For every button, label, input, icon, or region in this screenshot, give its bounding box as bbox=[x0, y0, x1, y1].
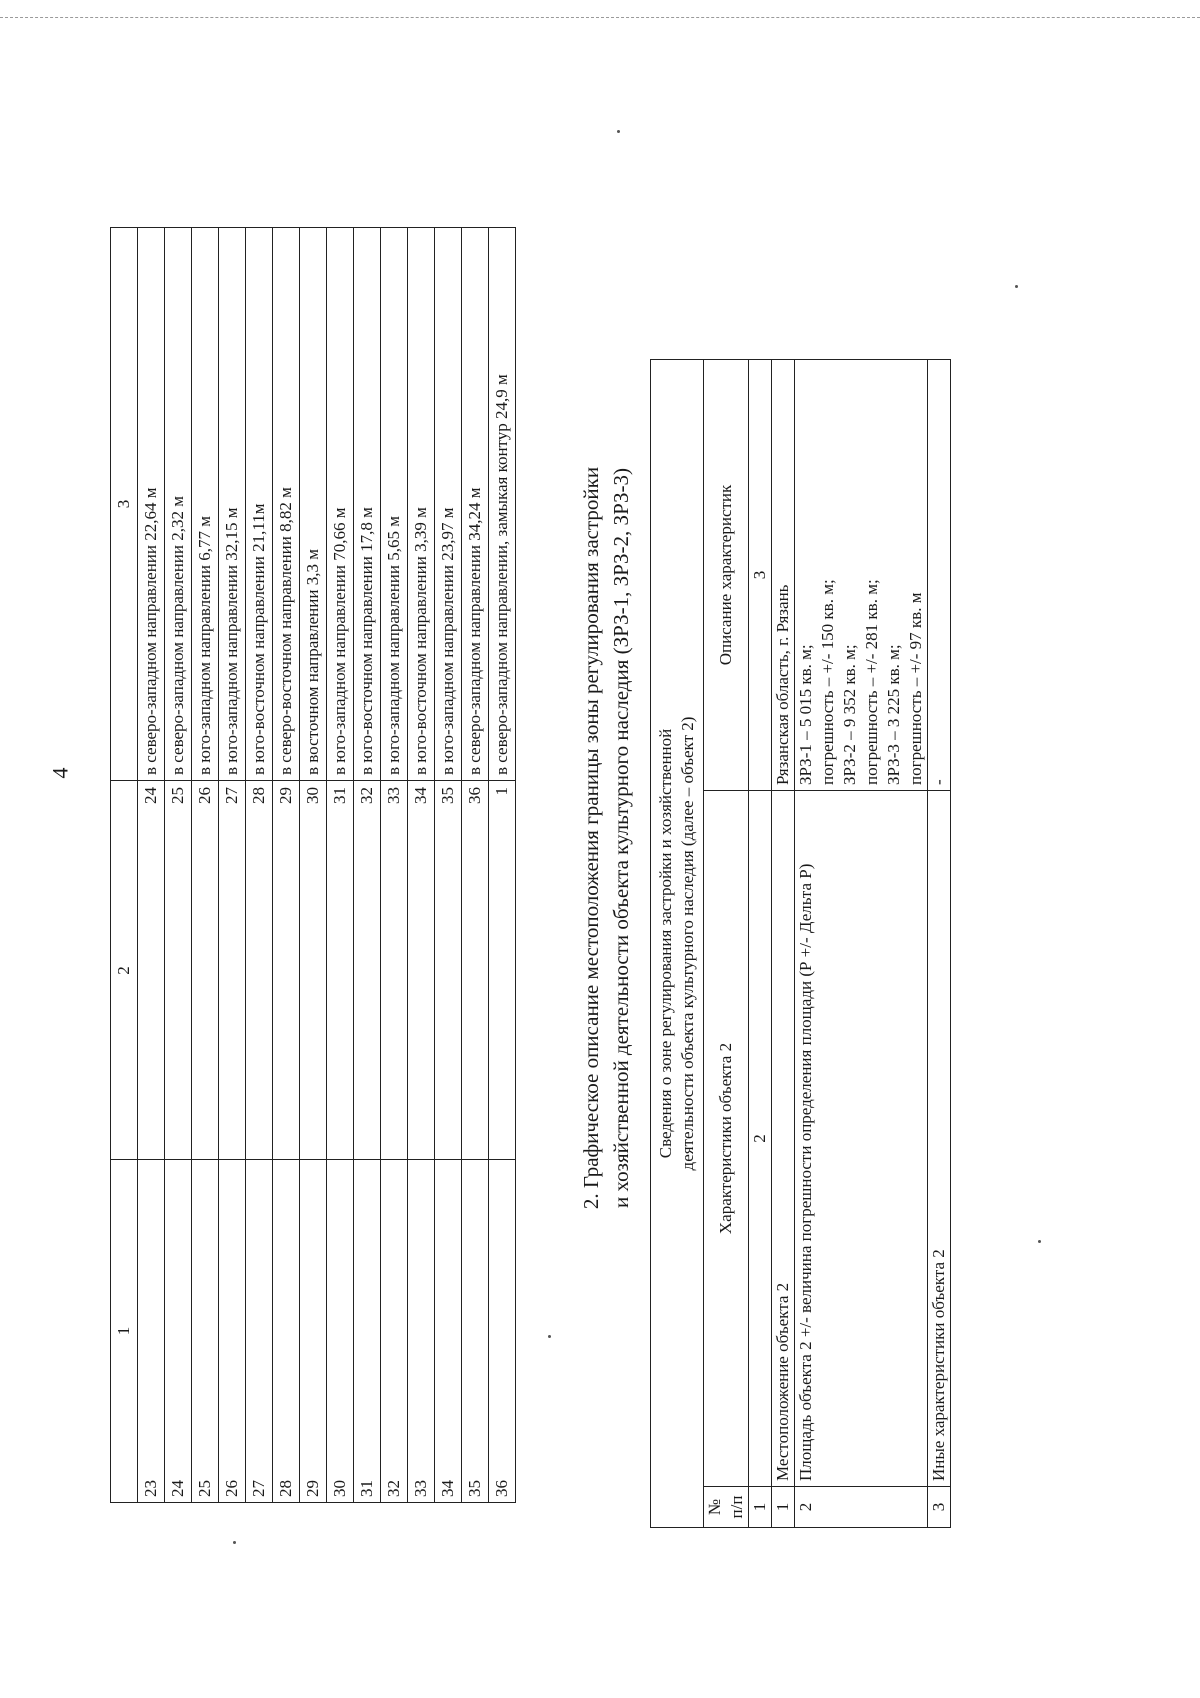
table-row bbox=[408, 228, 435, 1503]
header-cell: 3 bbox=[111, 228, 138, 781]
caption-line-1: Сведения о зоне регулирования застройки и хозяйственной bbox=[656, 728, 675, 1159]
direction-cell: в северо-западном направлении 2,32 м bbox=[165, 228, 192, 781]
table-row bbox=[354, 228, 381, 1503]
characteristics-table bbox=[650, 359, 951, 1528]
scan-speck bbox=[1015, 285, 1018, 288]
direction-cell: в юго-восточном направлении 21,11м bbox=[246, 228, 273, 781]
next-point-cell: 24 bbox=[138, 781, 165, 1160]
direction-cell: в юго-западном направлении 6,77 м bbox=[192, 228, 219, 781]
characteristic-cell: Площадь объекта 2 +/- величина погрешности определения площади (Р +/- Дельта Р) bbox=[795, 791, 928, 1487]
point-number-cell: 26 bbox=[219, 1160, 246, 1503]
direction-cell: в юго-восточном направлении 3,39 м bbox=[408, 228, 435, 781]
description-line: погрешность – +/- 281 кв. м; bbox=[862, 579, 881, 785]
scan-speck bbox=[617, 130, 620, 133]
scan-speck bbox=[1038, 1240, 1041, 1243]
table-row bbox=[795, 360, 928, 1528]
direction-cell: в юго-западном направлении 32,15 м bbox=[219, 228, 246, 781]
row-number-cell: 2 bbox=[795, 1487, 928, 1528]
description-cell bbox=[772, 360, 795, 791]
table-caption-row bbox=[651, 360, 704, 1528]
point-number-cell: 27 bbox=[246, 1160, 273, 1503]
description-line: погрешность – +/- 150 кв. м; bbox=[818, 579, 837, 785]
next-point-cell: 27 bbox=[219, 781, 246, 1160]
next-point-cell: 30 bbox=[300, 781, 327, 1160]
table-row bbox=[928, 360, 951, 1528]
next-point-cell: 1 bbox=[489, 781, 516, 1160]
table-row bbox=[300, 228, 327, 1503]
direction-cell: в юго-восточном направлении 17,8 м bbox=[354, 228, 381, 781]
table-row bbox=[138, 228, 165, 1503]
column-index-row bbox=[749, 360, 772, 1528]
next-point-cell: 25 bbox=[165, 781, 192, 1160]
description-cell bbox=[928, 360, 951, 791]
header-cell: 1 bbox=[111, 1160, 138, 1503]
table-row bbox=[273, 228, 300, 1503]
next-point-cell: 32 bbox=[354, 781, 381, 1160]
table-row bbox=[381, 228, 408, 1503]
description-line: ЗРЗ-3 – 3 225 кв. м; bbox=[884, 644, 903, 785]
point-number-cell: 31 bbox=[354, 1160, 381, 1503]
next-point-cell: 29 bbox=[273, 781, 300, 1160]
scan-speck bbox=[548, 1335, 551, 1338]
characteristic-cell: Местоположение объекта 2 bbox=[772, 791, 795, 1487]
heading-line-2: и хозяйственной деятельности объекта культурного наследия (ЗРЗ-1, ЗРЗ-2, ЗРЗ-3) bbox=[609, 467, 633, 1209]
direction-cell: в северо-западном направлении 22,64 м bbox=[138, 228, 165, 781]
direction-cell: в северо-восточном направлении 8,82 м bbox=[273, 228, 300, 781]
header-description: Описание характеристик bbox=[704, 360, 749, 791]
row-number-cell: 3 bbox=[928, 1487, 951, 1528]
table-row bbox=[192, 228, 219, 1503]
point-number-cell: 34 bbox=[435, 1160, 462, 1503]
table-row bbox=[219, 228, 246, 1503]
index-cell: 2 bbox=[749, 791, 772, 1487]
point-number-cell: 36 bbox=[489, 1160, 516, 1503]
next-point-cell: 26 bbox=[192, 781, 219, 1160]
point-number-cell: 29 bbox=[300, 1160, 327, 1503]
next-point-cell: 35 bbox=[435, 781, 462, 1160]
direction-cell: в северо-западном направлении, замыкая контур 24,9 м bbox=[489, 228, 516, 781]
page-number: 4 bbox=[47, 767, 73, 779]
table-row bbox=[165, 228, 192, 1503]
table-caption bbox=[651, 360, 704, 1528]
point-number-cell: 28 bbox=[273, 1160, 300, 1503]
next-point-cell: 33 bbox=[381, 781, 408, 1160]
point-number-cell: 25 bbox=[192, 1160, 219, 1503]
point-number-cell: 30 bbox=[327, 1160, 354, 1503]
next-point-cell: 36 bbox=[462, 781, 489, 1160]
point-number-cell: 33 bbox=[408, 1160, 435, 1503]
table-row bbox=[246, 228, 273, 1503]
scan-speck bbox=[233, 1541, 236, 1544]
description-line: - bbox=[929, 779, 948, 785]
direction-cell: в юго-западном направлении 5,65 м bbox=[381, 228, 408, 781]
index-cell: 1 bbox=[749, 1487, 772, 1528]
index-cell: 3 bbox=[749, 360, 772, 791]
caption-line-2: деятельности объекта культурного наследия (далее – объект 2) bbox=[678, 716, 697, 1171]
point-number-cell: 35 bbox=[462, 1160, 489, 1503]
characteristic-cell: Иные характеристики объекта 2 bbox=[928, 791, 951, 1487]
point-number-cell: 24 bbox=[165, 1160, 192, 1503]
table-row bbox=[327, 228, 354, 1503]
table-header-row bbox=[704, 360, 749, 1528]
header-characteristics: Характеристики объекта 2 bbox=[704, 791, 749, 1487]
section-heading bbox=[576, 388, 636, 1288]
description-line: ЗРЗ-2 – 9 352 кв. м; bbox=[840, 644, 859, 785]
description-cell bbox=[795, 360, 928, 791]
table-header-row bbox=[111, 228, 138, 1503]
direction-cell: в восточном направлении 3,3 м bbox=[300, 228, 327, 781]
direction-table bbox=[110, 227, 516, 1503]
description-line: Рязанская область, г. Рязань bbox=[773, 584, 792, 785]
header-cell: 2 bbox=[111, 781, 138, 1160]
next-point-cell: 31 bbox=[327, 781, 354, 1160]
direction-cell: в юго-западном направлении 23,97 м bbox=[435, 228, 462, 781]
heading-line-1: 2. Графическое описание местоположения границы зоны регулирования застройки bbox=[579, 466, 603, 1210]
description-line: ЗРЗ-1 – 5 015 кв. м; bbox=[796, 644, 815, 785]
direction-cell: в северо-западном направлении 34,24 м bbox=[462, 228, 489, 781]
table-row bbox=[772, 360, 795, 1528]
table-row bbox=[462, 228, 489, 1503]
table-row bbox=[435, 228, 462, 1503]
header-num: № п/п bbox=[704, 1487, 749, 1528]
point-number-cell: 32 bbox=[381, 1160, 408, 1503]
direction-cell: в юго-западном направлении 70,66 м bbox=[327, 228, 354, 781]
next-point-cell: 34 bbox=[408, 781, 435, 1160]
table-row bbox=[489, 228, 516, 1503]
description-line: погрешность – +/- 97 кв. м bbox=[906, 592, 925, 785]
row-number-cell: 1 bbox=[772, 1487, 795, 1528]
point-number-cell: 23 bbox=[138, 1160, 165, 1503]
next-point-cell: 28 bbox=[246, 781, 273, 1160]
